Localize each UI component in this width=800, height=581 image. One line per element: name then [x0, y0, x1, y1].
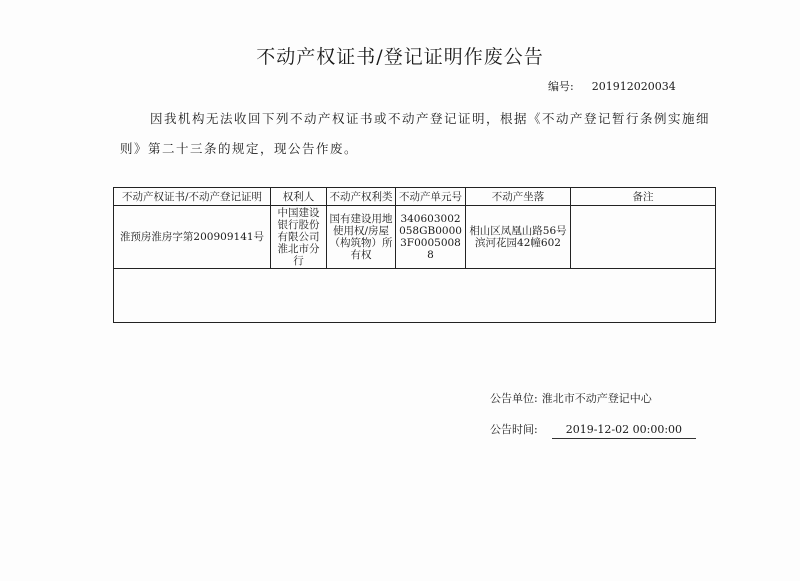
header-location: 不动产坐落	[466, 188, 571, 206]
page-title: 不动产权证书/登记证明作废公告	[256, 46, 544, 68]
publisher-label: 公告单位:	[490, 392, 538, 405]
table-row	[114, 206, 716, 269]
certificate-table	[113, 187, 716, 323]
header-right-holder: 权利人	[271, 188, 327, 206]
empty-cell	[114, 269, 716, 323]
table-header-row	[114, 188, 716, 206]
document-number	[548, 78, 676, 94]
announcement-body: 因我机构无法收回下列不动产权证书或不动产登记证明，根据《不动产登记暂行条例实施细则》第二十三条的规定，现公告作废。	[120, 111, 711, 156]
cell-certificate: 淮预房淮房字第200909141号	[114, 206, 271, 269]
header-right-type: 不动产权利类	[327, 188, 396, 206]
cell-location: 相山区凤凰山路56号滨河花园42幢602	[466, 206, 571, 269]
document-number-label: 编号:	[548, 80, 574, 93]
publish-time-line	[490, 421, 696, 439]
publisher-value: 淮北市不动产登记中心	[541, 392, 652, 405]
cell-remarks	[571, 206, 716, 269]
cell-right-type: 国有建设用地使用权/房屋（构筑物）所有权	[327, 206, 396, 269]
header-certificate: 不动产权证书/不动产登记证明	[114, 188, 271, 206]
cell-unit-number: 340603002058GB00003F00050088	[396, 206, 466, 269]
publisher-line	[490, 390, 652, 406]
publish-time-value: 2019-12-02 00:00:00	[552, 423, 696, 439]
publish-time-label: 公告时间:	[490, 423, 538, 436]
cell-right-holder: 中国建设银行股份有限公司淮北市分行	[271, 206, 327, 269]
document-number-value: 201912020034	[591, 80, 676, 93]
header-unit-number: 不动产单元号	[396, 188, 466, 206]
table-empty-row	[114, 269, 716, 323]
header-remarks: 备注	[571, 188, 716, 206]
